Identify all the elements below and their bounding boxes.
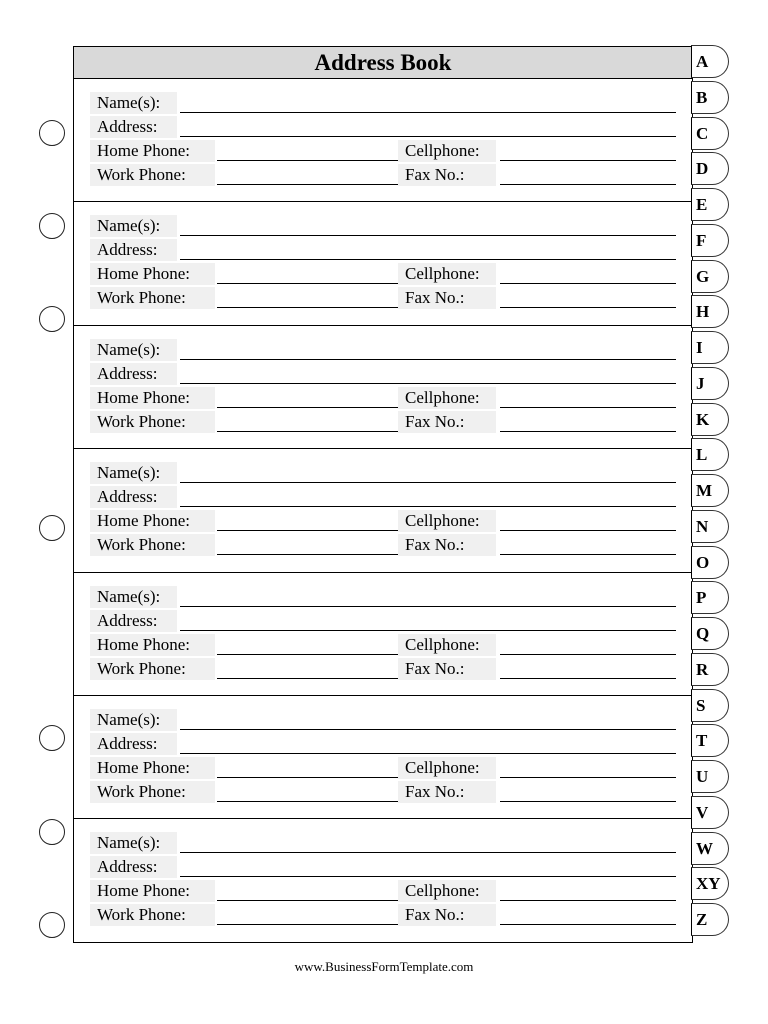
name-label: Name(s):: [90, 709, 177, 731]
address-label: Address:: [90, 486, 177, 508]
cellphone-field[interactable]: [500, 654, 676, 655]
cellphone-label: Cellphone:: [398, 510, 496, 532]
tab-a[interactable]: A: [691, 45, 729, 78]
work-phone-label: Work Phone:: [90, 781, 215, 803]
tab-k[interactable]: K: [691, 403, 729, 436]
home-phone-label: Home Phone:: [90, 634, 215, 656]
cellphone-field[interactable]: [500, 900, 676, 901]
tab-z[interactable]: Z: [691, 903, 729, 936]
work-phone-label: Work Phone:: [90, 658, 215, 680]
name-row: [74, 92, 692, 114]
address-field[interactable]: [180, 876, 676, 877]
home-phone-field[interactable]: [217, 654, 398, 655]
name-row: [74, 832, 692, 854]
fax-field[interactable]: [500, 678, 676, 679]
work-phone-label: Work Phone:: [90, 904, 215, 926]
tab-q[interactable]: Q: [691, 617, 729, 650]
phone-row: [74, 140, 692, 162]
name-row: [74, 586, 692, 608]
address-field[interactable]: [180, 259, 676, 260]
tab-u[interactable]: U: [691, 760, 729, 793]
fax-field[interactable]: [500, 307, 676, 308]
name-label: Name(s):: [90, 832, 177, 854]
home-phone-field[interactable]: [217, 407, 398, 408]
fax-field[interactable]: [500, 924, 676, 925]
work-row: [74, 164, 692, 186]
address-label: Address:: [90, 363, 177, 385]
name-label: Name(s):: [90, 92, 177, 114]
name-field[interactable]: [180, 112, 676, 113]
work-phone-label: Work Phone:: [90, 287, 215, 309]
work-row: [74, 534, 692, 556]
home-phone-field[interactable]: [217, 777, 398, 778]
address-field[interactable]: [180, 630, 676, 631]
name-label: Name(s):: [90, 215, 177, 237]
cellphone-label: Cellphone:: [398, 634, 496, 656]
address-book-form: [73, 46, 693, 943]
cellphone-field[interactable]: [500, 283, 676, 284]
tab-s[interactable]: S: [691, 689, 729, 722]
home-phone-field[interactable]: [217, 160, 398, 161]
home-phone-label: Home Phone:: [90, 510, 215, 532]
tab-m[interactable]: M: [691, 474, 729, 507]
binder-hole: [39, 819, 65, 845]
binder-hole: [39, 912, 65, 938]
address-row: [74, 733, 692, 755]
tab-f[interactable]: F: [691, 224, 729, 257]
address-row: [74, 856, 692, 878]
work-phone-field[interactable]: [217, 431, 398, 432]
fax-field[interactable]: [500, 184, 676, 185]
tab-xy[interactable]: XY: [691, 867, 729, 900]
phone-row: [74, 757, 692, 779]
name-label: Name(s):: [90, 339, 177, 361]
home-phone-label: Home Phone:: [90, 387, 215, 409]
cellphone-field[interactable]: [500, 407, 676, 408]
work-row: [74, 781, 692, 803]
tab-w[interactable]: W: [691, 832, 729, 865]
work-phone-field[interactable]: [217, 184, 398, 185]
binder-hole: [39, 306, 65, 332]
binder-hole: [39, 213, 65, 239]
address-row: [74, 486, 692, 508]
work-row: [74, 658, 692, 680]
address-label: Address:: [90, 856, 177, 878]
name-field[interactable]: [180, 852, 676, 853]
phone-row: [74, 263, 692, 285]
name-label: Name(s):: [90, 586, 177, 608]
cellphone-label: Cellphone:: [398, 387, 496, 409]
work-row: [74, 411, 692, 433]
fax-field[interactable]: [500, 554, 676, 555]
tab-o[interactable]: O: [691, 546, 729, 579]
address-entry: [74, 573, 692, 696]
address-entry: [74, 696, 692, 819]
address-label: Address:: [90, 239, 177, 261]
fax-label: Fax No.:: [398, 164, 496, 186]
tab-l[interactable]: L: [691, 438, 729, 471]
address-row: [74, 363, 692, 385]
binder-hole: [39, 725, 65, 751]
address-field[interactable]: [180, 383, 676, 384]
work-phone-label: Work Phone:: [90, 534, 215, 556]
name-field[interactable]: [180, 606, 676, 607]
address-entry: [74, 819, 692, 942]
address-row: [74, 239, 692, 261]
tab-p[interactable]: P: [691, 581, 729, 614]
fax-label: Fax No.:: [398, 411, 496, 433]
address-label: Address:: [90, 733, 177, 755]
work-phone-field[interactable]: [217, 678, 398, 679]
home-phone-label: Home Phone:: [90, 880, 215, 902]
fax-label: Fax No.:: [398, 781, 496, 803]
address-entry: [74, 449, 692, 572]
binder-hole: [39, 120, 65, 146]
fax-label: Fax No.:: [398, 534, 496, 556]
name-field[interactable]: [180, 235, 676, 236]
home-phone-label: Home Phone:: [90, 263, 215, 285]
footer-url: www.BusinessFormTemplate.com: [294, 959, 474, 974]
work-phone-field[interactable]: [217, 924, 398, 925]
tab-h[interactable]: H: [691, 295, 729, 328]
entry-list: [74, 79, 692, 943]
name-label: Name(s):: [90, 462, 177, 484]
work-row: [74, 904, 692, 926]
cellphone-field[interactable]: [500, 530, 676, 531]
name-row: [74, 462, 692, 484]
address-row: [74, 116, 692, 138]
home-phone-field[interactable]: [217, 283, 398, 284]
tab-d[interactable]: D: [691, 152, 729, 185]
fax-field[interactable]: [500, 801, 676, 802]
tab-e[interactable]: E: [691, 188, 729, 221]
cellphone-field[interactable]: [500, 777, 676, 778]
tab-n[interactable]: N: [691, 510, 729, 543]
phone-row: [74, 634, 692, 656]
cellphone-label: Cellphone:: [398, 263, 496, 285]
tab-v[interactable]: V: [691, 796, 729, 829]
binder-hole: [39, 515, 65, 541]
address-field[interactable]: [180, 136, 676, 137]
work-phone-field[interactable]: [217, 554, 398, 555]
name-row: [74, 215, 692, 237]
tab-g[interactable]: G: [691, 260, 729, 293]
address-entry: [74, 326, 692, 449]
cellphone-field[interactable]: [500, 160, 676, 161]
tab-t[interactable]: T: [691, 724, 729, 757]
address-field[interactable]: [180, 753, 676, 754]
address-row: [74, 610, 692, 632]
address-entry: [74, 202, 692, 325]
fax-label: Fax No.:: [398, 287, 496, 309]
address-entry: [74, 79, 692, 202]
tab-c[interactable]: C: [691, 117, 729, 150]
name-row: [74, 709, 692, 731]
work-phone-label: Work Phone:: [90, 164, 215, 186]
address-label: Address:: [90, 610, 177, 632]
fax-label: Fax No.:: [398, 658, 496, 680]
work-row: [74, 287, 692, 309]
phone-row: [74, 387, 692, 409]
address-label: Address:: [90, 116, 177, 138]
work-phone-label: Work Phone:: [90, 411, 215, 433]
address-field[interactable]: [180, 506, 676, 507]
tab-b[interactable]: B: [691, 81, 729, 114]
fax-field[interactable]: [500, 431, 676, 432]
fax-label: Fax No.:: [398, 904, 496, 926]
home-phone-label: Home Phone:: [90, 757, 215, 779]
home-phone-field[interactable]: [217, 900, 398, 901]
work-phone-field[interactable]: [217, 801, 398, 802]
name-field[interactable]: [180, 482, 676, 483]
tab-i[interactable]: I: [691, 331, 729, 364]
cellphone-label: Cellphone:: [398, 140, 496, 162]
form-title: Address Book: [74, 47, 692, 79]
phone-row: [74, 880, 692, 902]
cellphone-label: Cellphone:: [398, 757, 496, 779]
tab-r[interactable]: R: [691, 653, 729, 686]
name-row: [74, 339, 692, 361]
name-field[interactable]: [180, 729, 676, 730]
home-phone-label: Home Phone:: [90, 140, 215, 162]
name-field[interactable]: [180, 359, 676, 360]
work-phone-field[interactable]: [217, 307, 398, 308]
tab-j[interactable]: J: [691, 367, 729, 400]
cellphone-label: Cellphone:: [398, 880, 496, 902]
home-phone-field[interactable]: [217, 530, 398, 531]
phone-row: [74, 510, 692, 532]
